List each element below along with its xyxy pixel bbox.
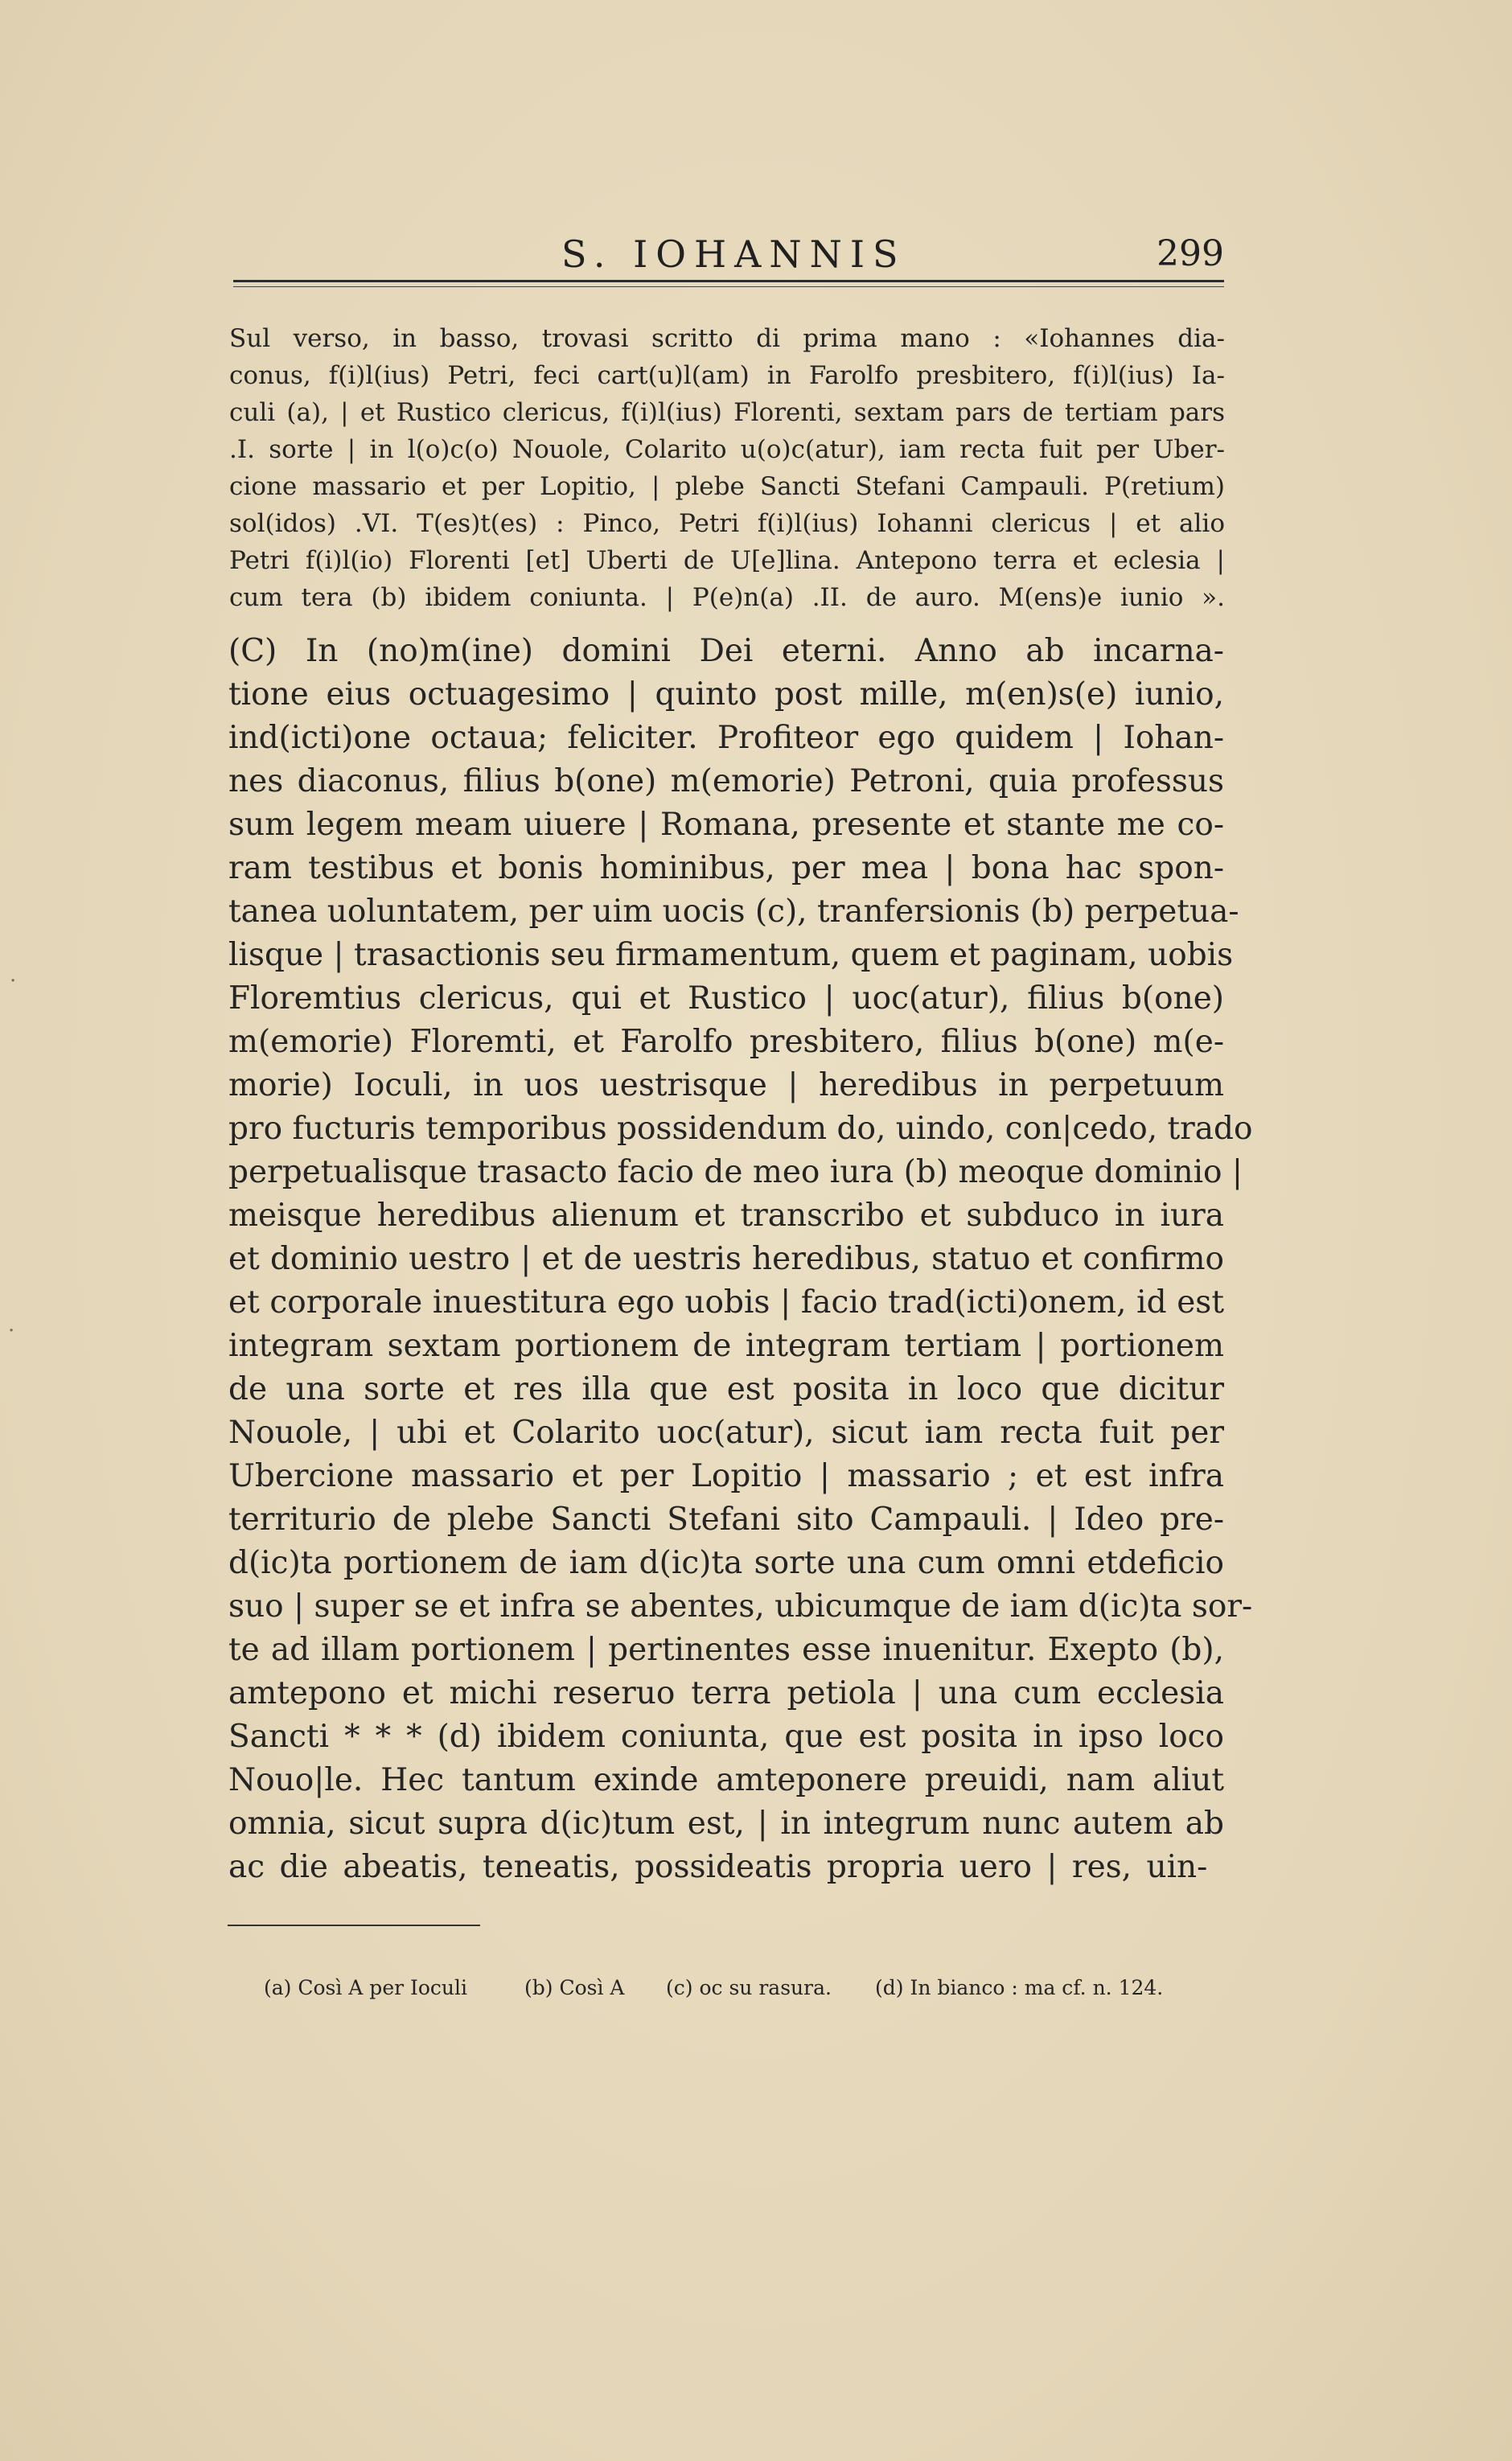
footnote-c: (c) oc su rasura. xyxy=(666,1976,832,1999)
footnote-rule xyxy=(228,1925,480,1926)
text-line: Nouo|le. Hec tantum exinde amteponere preuidi, nam aliut xyxy=(228,1762,1224,1798)
text-line: de una sorte et res illa que est posita in loco que dicitur xyxy=(228,1371,1224,1407)
text-line: pro fucturis temporibus possidendum do, uindo, con|cedo, trado xyxy=(228,1111,1253,1147)
text-line: suo | super se et infra se abentes, ubicumque de iam d(ic)ta sor- xyxy=(228,1588,1253,1625)
text-line: ac die abeatis, teneatis, possideatis propria uero | res, uin- xyxy=(228,1849,1208,1885)
note-line: culi (a), | et Rustico clericus, f(i)l(ius) Florenti, sextam pars de tertiam pars xyxy=(229,398,1225,427)
text-line: et corporale inuestitura ego uobis | facio trad(icti)onem, id est xyxy=(228,1284,1224,1321)
page-header xyxy=(233,232,1224,288)
note-line: sol(idos) .VI. T(es)t(es) : Pinco, Petri f(i)l(ius) Iohanni clericus | et alio xyxy=(229,509,1225,538)
text-line: omnia, sicut supra d(ic)tum est, | in integrum nunc autem ab xyxy=(228,1806,1224,1842)
charter-text xyxy=(228,630,1253,1889)
footnotes xyxy=(264,1970,1213,2006)
text-line: Sancti * * * (d) ibidem coniunta, que est posita in ipso loco xyxy=(228,1719,1224,1755)
text-line: (C) In (no)m(ine) domini Dei eterni. Anno ab incarna- xyxy=(228,633,1224,669)
footnote-d: (d) In bianco : ma cf. n. 124. xyxy=(875,1976,1164,1999)
text-line: amtepono et michi reseruo terra petiola | una cum ecclesia xyxy=(228,1675,1224,1711)
header-rule xyxy=(233,280,1224,282)
text-line: m(emorie) Floremti, et Farolfo presbitero, filius b(one) m(e- xyxy=(228,1024,1224,1060)
footnote-b: (b) Così A xyxy=(524,1976,625,1999)
note-line: cione massario et per Lopitio, | plebe Sancti Stefani Campauli. P(retium) xyxy=(229,472,1225,501)
running-head: S. IOHANNIS xyxy=(561,232,906,276)
text-line: integram sextam portionem de integram tertiam | portionem xyxy=(228,1328,1224,1364)
text-line: territurio de plebe Sancti Stefani sito Campauli. | Ideo pre- xyxy=(228,1502,1224,1538)
note-line: Petri f(i)l(io) Florenti [et] Uberti de U[e]lina. Antepono terra et eclesia | xyxy=(229,546,1225,575)
text-line: te ad illam portionem | pertinentes esse inuenitur. Exepto (b), xyxy=(228,1632,1224,1668)
note-line: Sul verso, in basso, trovasi scritto di prima mano : «Iohannes dia- xyxy=(229,324,1225,353)
text-line: sum legem meam uiuere | Romana, presente et stante me co- xyxy=(228,807,1224,843)
note-line: cum tera (b) ibidem coniunta. | P(e)n(a) .II. de auro. M(ens)e iunio ». xyxy=(229,583,1225,612)
text-line: Ubercione massario et per Lopitio | massario ; et est infra xyxy=(228,1458,1224,1494)
footnote-a: (a) Così A per Ioculi xyxy=(264,1976,468,1999)
text-line: meisque heredibus alienum et transcribo et subduco in iura xyxy=(228,1198,1224,1234)
text-line: ind(icti)one octaua; feliciter. Profiteor ego quidem | Iohan- xyxy=(228,720,1224,756)
margin-speck: · xyxy=(8,1319,15,1343)
text-line: lisque | trasactionis seu firmamentum, quem et paginam, uobis xyxy=(228,937,1234,973)
text-line: tanea uoluntatem, per uim uocis (c), tranfersionis (b) perpetua- xyxy=(228,894,1239,930)
text-line: ram testibus et bonis hominibus, per mea | bona hac spon- xyxy=(228,850,1224,886)
text-line: perpetualisque trasacto facio de meo iura (b) meoque dominio | xyxy=(228,1154,1243,1190)
text-line: Floremtius clericus, qui et Rustico | uoc(atur), filius b(one) xyxy=(228,980,1224,1017)
text-line: nes diaconus, filius b(one) m(emorie) Petroni, quia professus xyxy=(228,763,1224,799)
margin-speck: · xyxy=(10,969,17,993)
page-number: 299 xyxy=(1157,233,1224,274)
note-line: conus, f(i)l(ius) Petri, feci cart(u)l(am) in Farolfo presbitero, f(i)l(ius) Ia- xyxy=(229,361,1225,390)
verso-note-paragraph xyxy=(229,320,1225,616)
text-line: morie) Ioculi, in uos uestrisque | heredibus in perpetuum xyxy=(228,1067,1224,1103)
header-rule-thin xyxy=(233,286,1224,287)
text-line: Nouole, | ubi et Colarito uoc(atur), sicut iam recta fuit per xyxy=(228,1415,1224,1451)
note-line: .I. sorte | in l(o)c(o) Nouole, Colarito u(o)c(atur), iam recta fuit per Uber- xyxy=(229,435,1225,464)
text-line: tione eius octuagesimo | quinto post mille, m(en)s(e) iunio, xyxy=(228,676,1224,713)
text-line: et dominio uestro | et de uestris heredibus, statuo et confirmo xyxy=(228,1241,1224,1277)
text-line: d(ic)ta portionem de iam d(ic)ta sorte una cum omni etdeficio xyxy=(228,1545,1224,1581)
